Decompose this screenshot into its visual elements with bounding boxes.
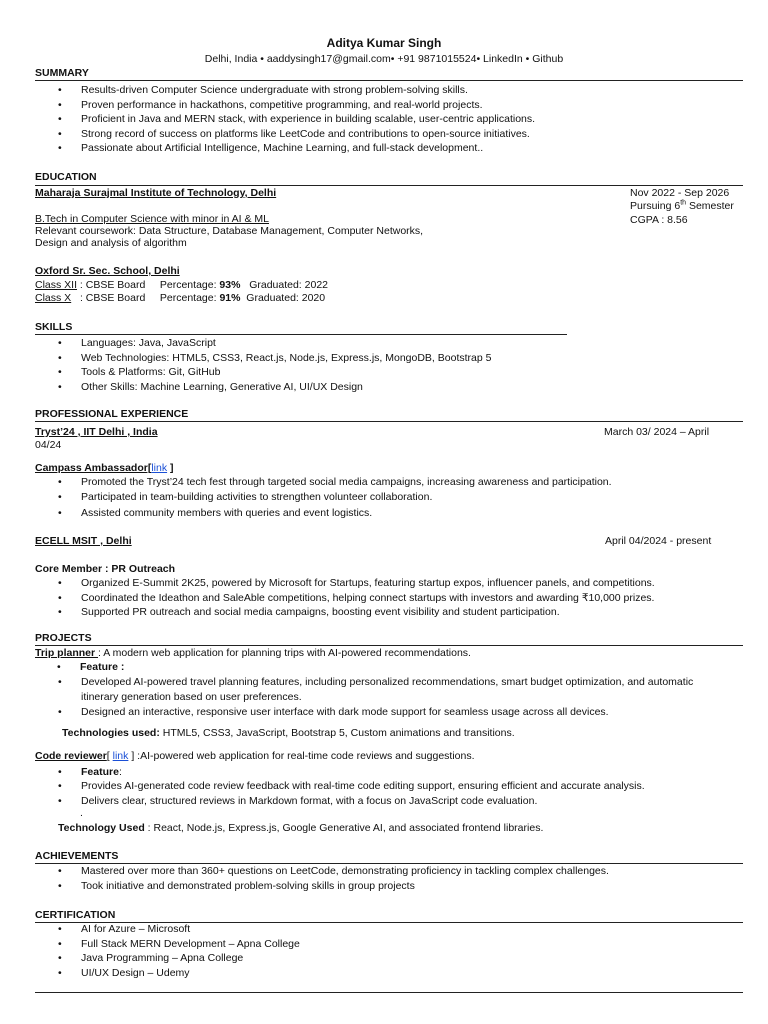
list-item: • Mastered over more than 360+ questions on LeetCode, demonstrating proficiency in tackling complex challenges. [81,864,609,879]
list-item: • Promoted the Tryst’24 tech fest through targeted social media campaigns, increasing awareness and participation. [81,475,612,490]
section-title-skills: SKILLS [35,321,73,333]
job-org: ECELL MSIT , Delhi [35,535,132,547]
technologies-used: Technology Used : React, Node.js, Express.js, Google Generative AI, and associated frontend libraries. [58,822,544,834]
class-12-row: Class XII : CBSE Board Percentage: 93% Graduated: 2022 [35,279,329,291]
list-item: • Strong record of success on platforms like LeetCode and contributions to open-source initiatives. [81,127,535,142]
section-title-projects: PROJECTS [35,632,92,644]
list-item: • Full Stack MERN Development – Apna College [81,937,300,952]
list-item: • Took initiative and demonstrated problem-solving skills in group projects [81,879,609,894]
job-org: Tryst’24 , IIT Delhi , India [35,426,158,438]
job-role: Core Member : PR Outreach [35,563,176,575]
list-item: • Web Technologies: HTML5, CSS3, React.js, Node.js, Express.js, MongoDB, Bootstrap 5 [81,351,491,366]
list-item: • Designed an interactive, responsive user interface with dark mode support for seamless usage across all devices. [81,705,731,720]
school-name: Oxford Sr. Sec. School, Delhi [35,265,180,277]
technologies-used: Technologies used: HTML5, CSS3, JavaScript, Bootstrap 5, Custom animations and transitions. [62,727,515,739]
list-item: • Results-driven Computer Science undergraduate with strong problem-solving skills. [81,83,535,98]
list-item: • Delivers clear, structured reviews in Markdown format, with a focus on JavaScript code evaluation. [81,794,645,809]
semester-status: Pursuing 6th Semester [630,199,734,212]
achievements-list [81,864,609,893]
list-item: • Provides AI-generated code review feedback with real-time code editing support, ensuring efficient and accurate analysis. [81,779,645,794]
feature-heading: • Feature : [57,661,125,673]
class-10-row: Class X : CBSE Board Percentage: 91% Graduated: 2020 [35,292,326,304]
summary-list [81,83,535,156]
list-item: • Participated in team-building activities to strengthen volunteer collaboration. [81,490,612,506]
section-divider [35,421,743,422]
section-title-education: EDUCATION [35,171,97,183]
list-item: • Other Skills: Machine Learning, Generative AI, UI/UX Design [81,380,491,395]
section-title-summary: SUMMARY [35,67,89,79]
list-item: • Developed AI-powered travel planning features, including personalized recommendations, smart budget optimization, and automatic itinerary generation based on user preferences. [81,675,731,704]
list-item: • Tools & Platforms: Git, GitHub [81,365,491,380]
list-item: • Proficient in Java and MERN stack, with experience in building scalable, user-centric applications. [81,112,535,127]
footer-divider [35,992,743,993]
job-role: Campass Ambassador[link ] [35,462,174,474]
feature-heading: • Feature: [58,766,122,778]
skills-list [81,336,491,394]
list-item: • Supported PR outreach and social media campaigns, boosting event visibility and student participation. [81,605,655,620]
job-dates-continued: 04/24 [35,439,62,451]
list-item: • Organized E-Summit 2K25, powered by Microsoft for Startups, featuring startup expos, influencer panels, and competitions. [81,576,655,591]
section-title-experience: PROFESSIONAL EXPERIENCE [35,408,189,420]
project-title: Trip planner : A modern web application for planning trips with AI-powered recommendations. [35,647,471,659]
section-title-achievements: ACHIEVEMENTS [35,850,119,862]
job-duties [81,475,612,521]
list-item: • Passionate about Artificial Intelligence, Machine Learning, and full-stack development.. [81,141,535,156]
project-title: Code reviewer[ link ] :AI-powered web application for real-time code reviews and suggestions. [35,750,475,762]
list-item: • Proven performance in hackathons, competitive programming, and real-world projects. [81,98,535,113]
project-features [81,675,731,720]
project-link[interactable]: link [112,750,129,762]
list-item: • UI/UX Design – Udemy [81,966,300,981]
contact-line: Delhi, India • aaddysingh17@gmail.com• +91 9871015524• LinkedIn • Github [204,53,564,65]
job-duties [81,576,655,620]
list-item: • Coordinated the Ideathon and SaleAble competitions, helping connect startups with investors and awarding ₹10,000 prizes. [81,591,655,606]
list-item: • Assisted community members with queries and event logistics. [81,506,612,521]
role-link[interactable]: link [151,462,168,474]
job-dates: March 03/ 2024 – April [604,426,710,438]
college-name: Maharaja Surajmal Institute of Technology, Delhi [35,187,277,199]
cgpa: CGPA : 8.56 [630,214,688,226]
section-divider [35,334,567,335]
project-features [81,779,645,808]
certification-list [81,922,300,980]
list-item: • Languages: Java, JavaScript [81,336,491,351]
section-title-certification: CERTIFICATION [35,909,116,921]
college-dates: Nov 2022 - Sep 2026 [630,187,730,199]
stray-dot: . [80,807,83,819]
resume-name: Aditya Kumar Singh [326,36,442,50]
coursework-line: Relevant coursework: Data Structure, Database Management, Computer Networks, [35,225,424,237]
job-dates: April 04/2024 - present [605,535,712,547]
degree: B.Tech in Computer Science with minor in AI & ML [35,213,270,225]
list-item: • AI for Azure – Microsoft [81,922,300,937]
coursework-line: Design and analysis of algorithm [35,237,187,249]
section-divider [35,80,743,81]
list-item: • Java Programming – Apna College [81,951,300,966]
